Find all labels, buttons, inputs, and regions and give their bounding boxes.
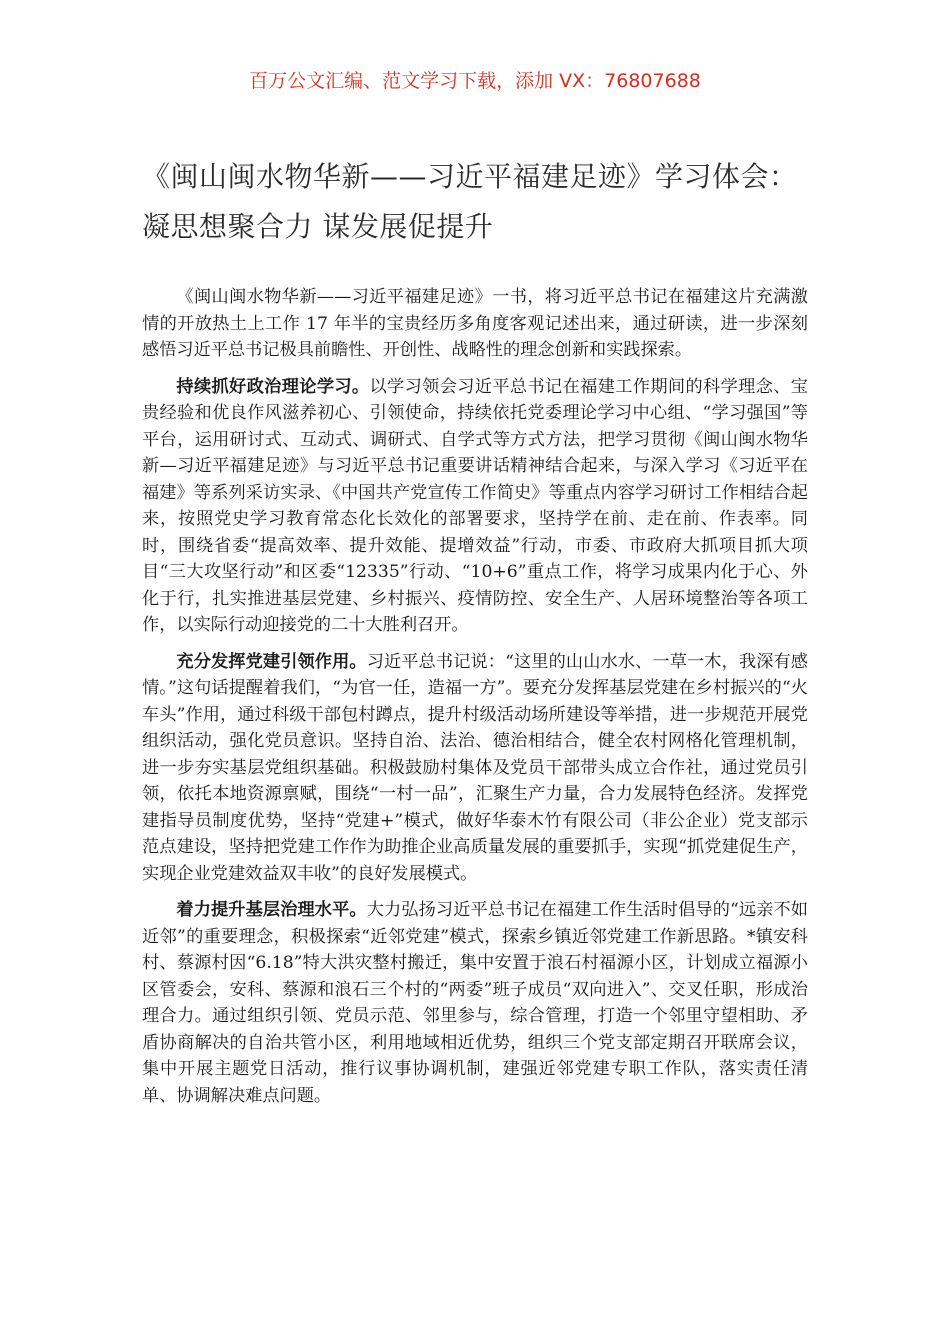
paragraph-grassroots-governance	[142, 897, 808, 1109]
paragraph-text: 大力弘扬习近平总书记在福建工作生活时倡导的“远亲不如近邻”的重要理念，积极探索“近邻党建”模式，探索乡镇近邻党建工作新思路。*镇安科村、蔡源村因“6.18”特大洪灾整村搬迁，集中安置于浪石村福源小区，计划成立福源小区管委会，安科、蔡源和浪石三个村的“两委”班子成员“双向进入”、交叉任职，形成治理合力。通过组织引领、党员示范、邻里参与，综合管理，打造一个邻里守望相助、矛盾协商解决的自治共管小区，利用地域相近优势，组织三个党支部定期召开联席会议，集中开展主题党日活动，推行议事协调机制，建强近邻党建专职工作队，落实责任清单、协调解决难点问题。	[142, 900, 808, 1106]
paragraph-heading: 充分发挥党建引领作用。	[176, 651, 367, 672]
paragraph-text: 习近平总书记说：“这里的山山水水、一草一木，我深有感情。”这句话提醒着我们，“为官一任，造福一方”。要充分发挥基层党建在乡村振兴的“火车头”作用，通过科级干部包村蹲点，提升村级活动场所建设等举措，进一步规范开展党组织活动，强化党员意识。坚持自治、法治、德治相结合，健全农村网格化管理机制，进一步夯实基层党组织基础。积极鼓励村集体及党员干部带头成立合作社，通过党员引领，依托本地资源禀赋，围绕“一村一品”，汇聚生产力量，合力发展特色经济。发挥党建指导员制度优势，坚持“党建+”模式，做好华泰木竹有限公司（非公企业）党支部示范点建设，坚持把党建工作作为助推企业高质量发展的重要抓手，实现“抓党建促生产，实现企业党建效益双丰收”的良好发展模式。	[142, 651, 808, 884]
title-line-2: 凝思想聚合力 谋发展促提升	[142, 210, 494, 243]
paragraph-intro	[142, 284, 808, 364]
header-contact-note: 百万公文汇编、范文学习下载，添加 VX：76807688	[249, 70, 701, 92]
paragraph-text: 以学习领会习近平总书记在福建工作期间的科学理念、宝贵经验和优良作风滋养初心、引领使命，持续依托党委理论学习中心组、“学习强国”等平台，运用研讨式、互动式、调研式、自学式等方式方法，把学习贯彻《闽山闽水物华新—习近平福建足迹》与习近平总书记重要讲话精神结合起来，与深入学习《习近平在福建》等系列采访实录、《中国共产党宣传工作简史》等重点内容学习研讨工作相结合起来，按照党史学习教育常态化长效化的部署要求，坚持学在前、走在前、作表率。同时，围绕省委“提高效率、提升效能、提增效益”行动，市委、市政府大抓项目抓大项目“三大攻坚行动”和区委“12335”行动、“10+6”重点工作，将学习成果内化于心、外化于行，扎实推进基层党建、乡村振兴、疫情防控、安全生产、人居环境整治等各项工作，以实际行动迎接党的二十大胜利召开。	[142, 376, 808, 635]
document-title	[142, 152, 842, 252]
paragraph-party-building	[142, 649, 808, 888]
paragraph-heading: 持续抓好政治理论学习。	[176, 376, 370, 397]
paragraph-heading: 着力提升基层治理水平。	[176, 900, 367, 920]
document-body	[142, 284, 808, 1119]
title-line-1: 《闽山闽水物华新——习近平福建足迹》学习体会：	[142, 160, 798, 193]
paragraph-political-study	[142, 374, 808, 639]
paragraph-text: 《闽山闽水物华新——习近平福建足迹》一书，将习近平总书记在福建这片充满激情的开放热土上工作 17 年半的宝贵经历多角度客观记述出来，通过研读，进一步深刻感悟习近平总书记极具前瞻性、开创性、战略性的理念创新和实践探索。	[142, 287, 808, 360]
